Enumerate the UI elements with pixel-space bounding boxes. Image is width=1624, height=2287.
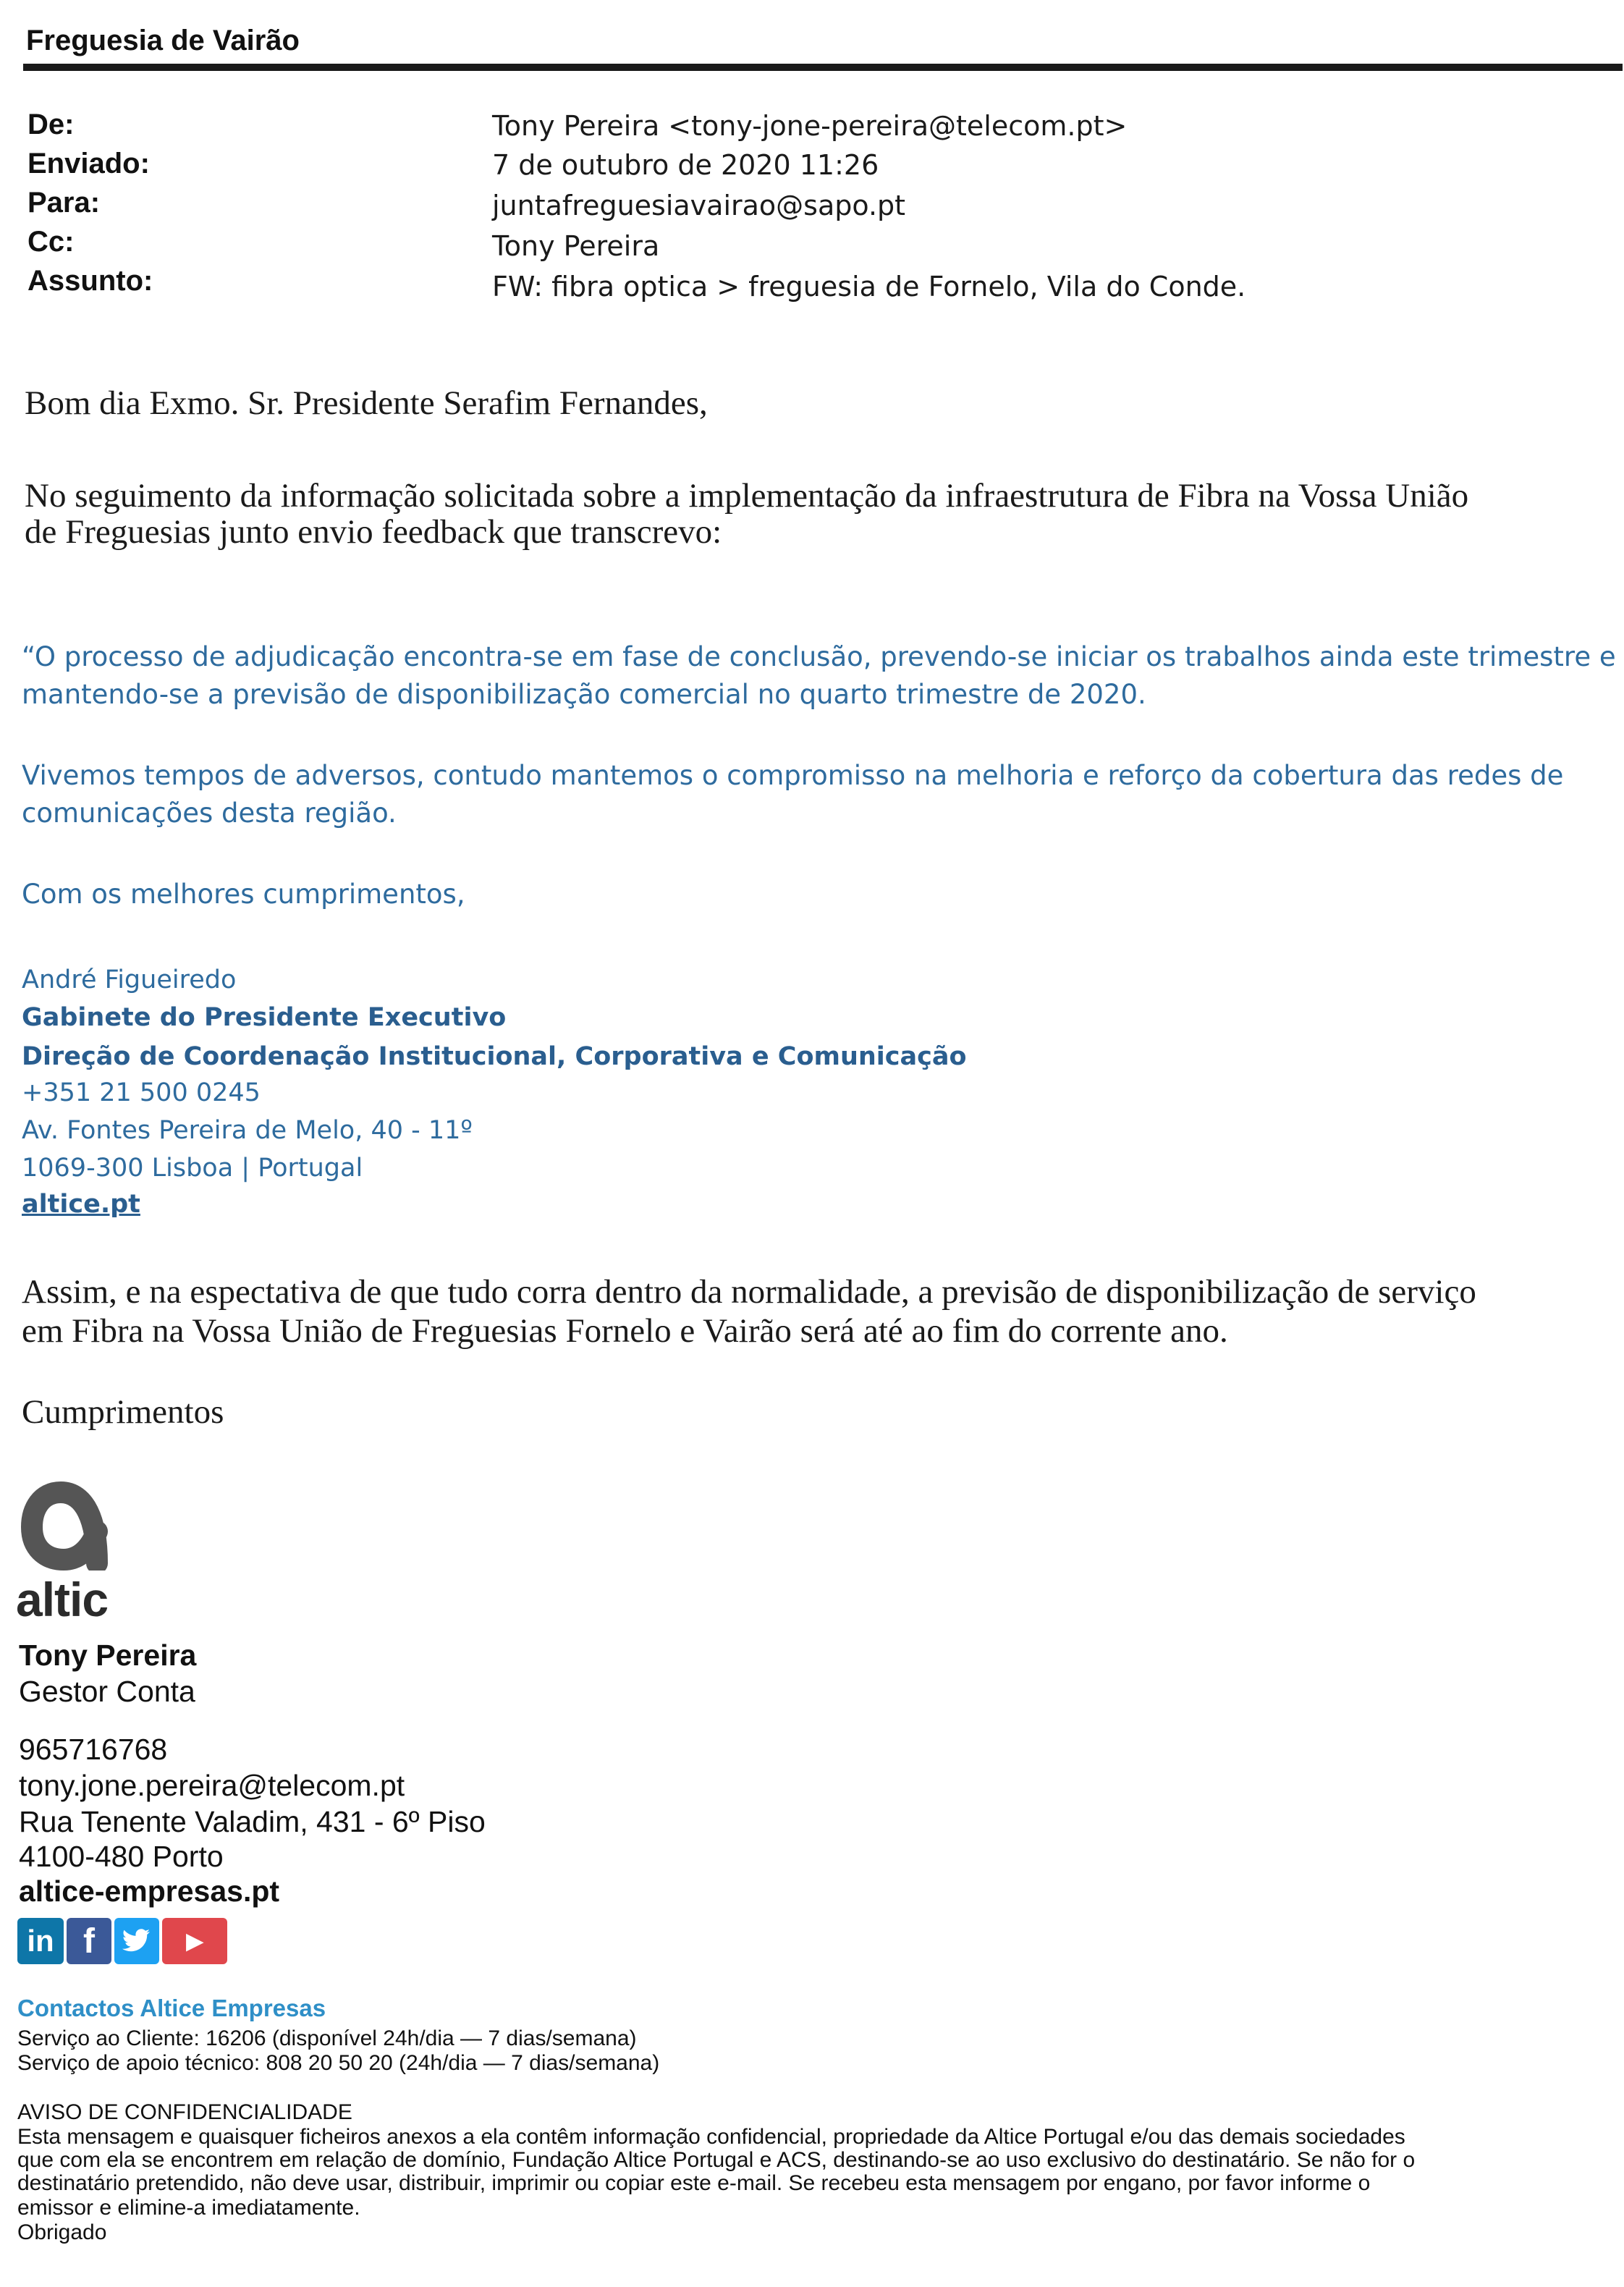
sent-label: Enviado: xyxy=(28,148,150,179)
signature-role: Gestor Conta xyxy=(19,1675,195,1708)
signature-phone: 965716768 xyxy=(19,1733,168,1766)
conclusion-line-1: Assim, e na espectativa de que tudo corra dentro da normalidade, a previsão de disponibilização de serviço xyxy=(22,1273,1476,1311)
disclaimer-line-4: emissor e elimine-a imediatamente. xyxy=(17,2196,360,2220)
disclaimer-title: AVISO DE CONFIDENCIALIDADE xyxy=(17,2100,352,2124)
quoted-signature-dept2: Direção de Coordenação Institucional, Corporativa e Comunicação xyxy=(22,1042,967,1071)
subject-label: Assunto: xyxy=(28,265,153,297)
customer-service-line: Serviço ao Cliente: 16206 (disponível 24h/dia — 7 dias/semana) xyxy=(17,2026,637,2050)
twitter-icon[interactable] xyxy=(114,1918,159,1964)
header-divider xyxy=(23,64,1623,71)
linkedin-icon[interactable]: in xyxy=(17,1918,64,1964)
logo-wordmark: altic xyxy=(16,1573,109,1626)
quote-para2-line2: comunicações desta região. xyxy=(22,798,397,829)
quoted-signature-name: André Figueiredo xyxy=(22,965,237,994)
sent-value: 7 de outubro de 2020 11:26 xyxy=(492,149,879,181)
disclaimer-thanks: Obrigado xyxy=(17,2220,107,2244)
organization-name: Freguesia de Vairão xyxy=(26,25,300,56)
quoted-signature-phone: +351 21 500 0245 xyxy=(22,1078,261,1107)
signature-email[interactable]: tony.jone.pereira@telecom.pt xyxy=(19,1769,405,1802)
quote-para1-line2: mantendo-se a previsão de disponibilização comercial no quarto trimestre de 2020. xyxy=(22,679,1146,710)
quoted-signature-city: 1069-300 Lisboa | Portugal xyxy=(22,1154,363,1183)
disclaimer-line-3: destinatário pretendido, não deve usar, distribuir, imprimir ou copiar este e-mail. Se recebeu esta mensagem por engano, por favor informe o xyxy=(17,2171,1371,2195)
quoted-signature-address: Av. Fontes Pereira de Melo, 40 - 11º xyxy=(22,1116,473,1145)
signature-city: 4100-480 Porto xyxy=(19,1840,224,1873)
quote-closing: Com os melhores cumprimentos, xyxy=(22,879,465,910)
signature-website[interactable]: altice-empresas.pt xyxy=(19,1874,280,1908)
tech-support-line: Serviço de apoio técnico: 808 20 50 20 (24h/dia — 7 dias/semana) xyxy=(17,2051,660,2075)
conclusion-line-2: em Fibra na Vossa União de Freguesias Fornelo e Vairão será até ao fim do corrente ano. xyxy=(22,1312,1228,1350)
quote-para1-line1: “O processo de adjudicação encontra-se em fase de conclusão, prevendo-se iniciar os trabalhos ainda este trimestre e xyxy=(22,641,1616,672)
intro-line-2: de Freguesias junto envio feedback que transcrevo: xyxy=(25,513,722,551)
greeting: Bom dia Exmo. Sr. Presidente Serafim Fernandes, xyxy=(25,384,708,422)
disclaimer-line-1: Esta mensagem e quaisquer ficheiros anexos a ela contêm informação confidencial, propriedade da Altice Portugal e/ou das demais sociedades xyxy=(17,2125,1405,2149)
from-value: Tony Pereira <tony-jone-pereira@telecom.pt> xyxy=(492,110,1128,142)
from-label: De: xyxy=(28,109,75,140)
to-value: juntafreguesiavairao@sapo.pt xyxy=(492,190,906,221)
subject-value: FW: fibra optica > freguesia de Fornelo, Vila do Conde. xyxy=(492,271,1246,303)
quoted-signature-link[interactable]: altice.pt xyxy=(22,1190,140,1219)
youtube-icon[interactable]: ▶ xyxy=(162,1918,227,1964)
altice-logo-icon xyxy=(16,1476,124,1571)
facebook-icon[interactable]: f xyxy=(67,1918,111,1964)
intro-line-1: No seguimento da informação solicitada sobre a implementação da infraestrutura de Fibra na Vossa União xyxy=(25,477,1469,515)
quote-para2-line1: Vivemos tempos de adversos, contudo mantemos o compromisso na melhoria e reforço da cobertura das redes de xyxy=(22,760,1564,791)
sign-off: Cumprimentos xyxy=(22,1393,224,1431)
cc-value: Tony Pereira xyxy=(492,230,660,262)
quoted-signature-dept1: Gabinete do Presidente Executivo xyxy=(22,1003,507,1032)
disclaimer-line-2: que com ela se encontrem em relação de domínio, Fundação Altice Portugal e ACS, destinando-se ao uso exclusivo do destinatário. Se não for o xyxy=(17,2148,1416,2172)
cc-label: Cc: xyxy=(28,226,75,258)
to-label: Para: xyxy=(28,187,101,219)
signature-address: Rua Tenente Valadim, 431 - 6º Piso xyxy=(19,1805,486,1838)
signature-name: Tony Pereira xyxy=(19,1639,197,1672)
contacts-title: Contactos Altice Empresas xyxy=(17,1995,326,2021)
